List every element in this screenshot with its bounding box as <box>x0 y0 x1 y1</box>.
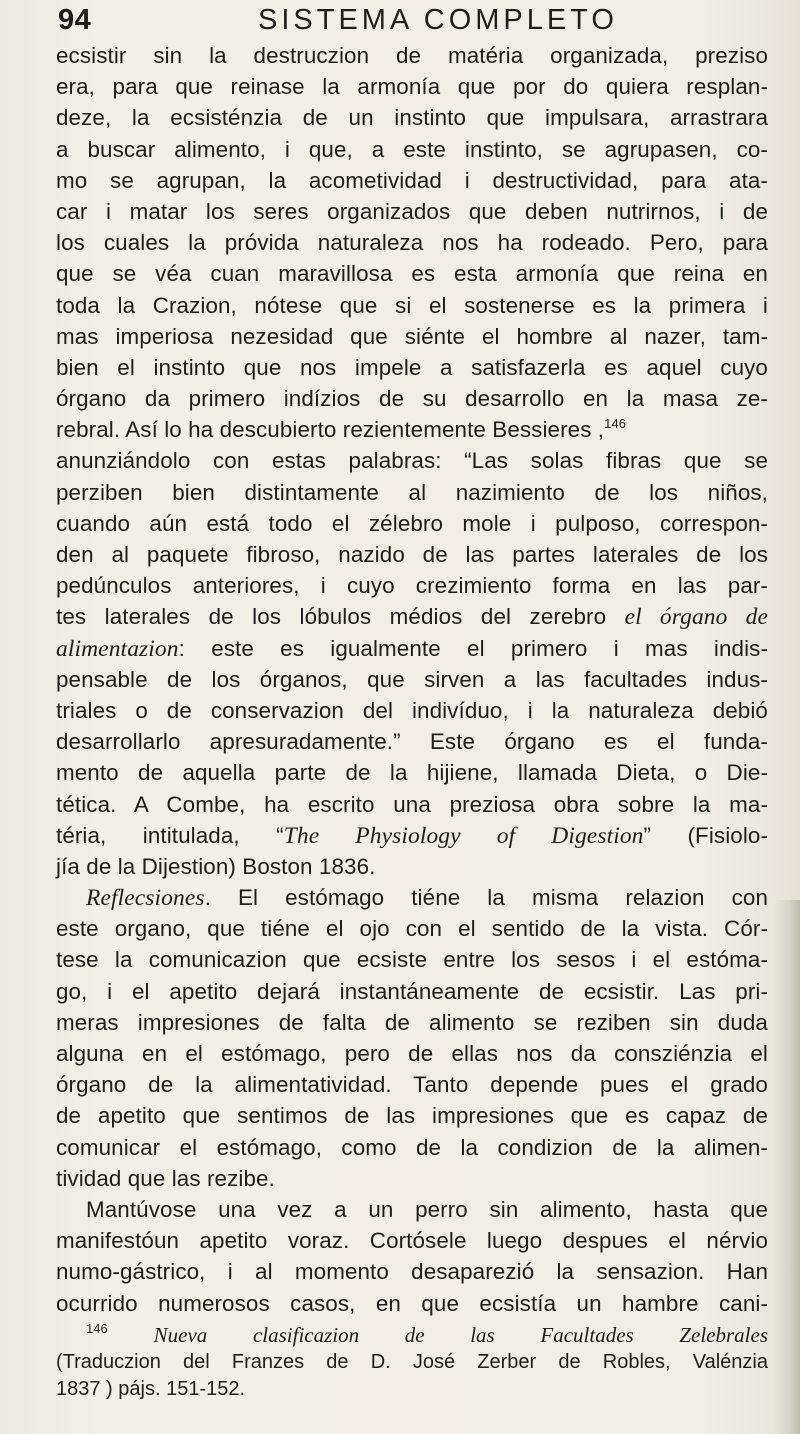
text-line-mixed <box>56 601 768 632</box>
main-text <box>56 40 768 1319</box>
text-line: go, i el apetito dejará instantáneamente de ecsistir. Las pri- <box>56 978 768 1004</box>
text-line-mixed <box>56 882 768 913</box>
footnote-line: 1837 ) pájs. 151-152. <box>56 1378 246 1400</box>
text-segment: téria, intitulada, “ <box>56 822 284 848</box>
text-line-mixed <box>56 633 768 664</box>
footnote <box>56 1322 768 1403</box>
footnote-line <box>56 1322 768 1349</box>
text-line: triales o de conservazion del indivíduo, i la naturaleza debió <box>56 697 768 723</box>
footnote-title: Nueva clasificazion de las Facultades Zelebrales <box>153 1323 768 1347</box>
text-line: de apetito que sentimos de las impresiones que es capaz de <box>56 1103 768 1129</box>
text-line: órgano de la alimentatividad. Tanto depende pues el grado <box>56 1072 768 1098</box>
footnote-number: 146 <box>86 1321 108 1336</box>
text-line: perziben bien distintamente al nazimiento de los niños, <box>56 479 768 505</box>
text-segment: rebral. Así lo ha descubierto rezientemente Bessieres , <box>56 417 605 443</box>
text-line: este organo, que tiéne el ojo con el sentido de la vista. Cór- <box>56 916 768 942</box>
footnote-line: (Traduczion del Franzes de D. José Zerber de Robles, Valénzia <box>56 1351 768 1373</box>
text-line: numo-gástrico, i al momento desaparezió la sensazion. Han <box>56 1259 768 1285</box>
text-line: órgano da primero indízios de su desarrollo en la masa ze- <box>56 386 768 412</box>
text-line: anunziándolo con estas palabras: “Las solas fibras que se <box>56 448 768 474</box>
text-segment: ” (Fisiolo- <box>643 822 769 848</box>
text-line: tética. A Combe, ha escrito una preziosa obra sobre la ma- <box>56 791 768 817</box>
text-line: pedúnculos anteriores, i cuyo crezimiento forma en las par- <box>56 573 768 599</box>
text-line: ocurrido numerosos casos, en que ecsistía un hambre cani- <box>56 1290 768 1316</box>
text-line: meras impresiones de falta de alimento se reziben sin duda <box>56 1009 768 1035</box>
text-line: car i matar los seres organizados que deben nutrirnos, i de <box>56 198 768 224</box>
page-number: 94 <box>58 4 92 36</box>
text-line: mo se agrupan, la acometividad i destructividad, para ata- <box>56 167 768 193</box>
page-edge-shadow <box>774 900 800 1434</box>
text-line: los cuales la próvida naturaleza nos ha rodeado. Pero, para <box>56 230 768 256</box>
text-line: era, para que reinase la armonía que por do quiera resplan- <box>56 74 768 100</box>
text-line-mixed <box>56 820 768 851</box>
text-line: tese la comunicazion que ecsiste entre los sesos i el estóma- <box>56 947 768 973</box>
italic-phrase: el órgano de <box>624 604 768 631</box>
page-header <box>58 4 768 44</box>
text-segment: tes laterales de los lóbulos médios del zerebro <box>56 604 625 630</box>
text-line: que se véa cuan maravillosa es esta armonía que reina en <box>56 261 768 287</box>
text-line: deze, la ecsisténzia de un instinto que impulsara, arrastrara <box>56 105 768 131</box>
running-title: SISTEMA COMPLETO <box>258 4 618 36</box>
text-line: ecsistir sin la destruczion de matéria organizada, preziso <box>56 43 768 68</box>
footnote-reference: 146 <box>604 416 627 432</box>
text-line: a buscar alimento, i que, a este instinto, se agrupasen, co- <box>56 136 768 162</box>
text-line: manifestóun apetito voraz. Cortósele luego despues el nérvio <box>56 1228 768 1254</box>
text-line: alguna en el estómago, pero de ellas nos da consziénzia el <box>56 1041 768 1066</box>
text-line: mento de aquella parte de la hijiene, llamada Dieta, o Die- <box>56 760 768 786</box>
italic-phrase: alimentazion <box>56 635 179 662</box>
text-line: toda la Crazion, nótese que si el sostenerse es la primera i <box>56 292 768 318</box>
text-segment: : este es igualmente el primero i mas indis- <box>178 635 768 661</box>
text-line: mas imperiosa nezesidad que siénte el hombre al nazer, tam- <box>56 323 768 349</box>
text-segment: . El estómago tiéne la misma relazion con <box>204 885 768 911</box>
text-line: desarrollarlo apresuradamente.” Este órgano es el funda- <box>56 729 768 755</box>
text-line: jía de la Dijestion) Boston 1836. <box>56 853 376 879</box>
text-line: comunicar el estómago, como de la condizion de la alimen- <box>56 1134 768 1160</box>
text-line: cuando aún está todo el zélebro mole i pulposo, correspon- <box>56 510 768 536</box>
section-heading: Reflecsiones <box>86 885 205 912</box>
text-line: Mantúvose una vez a un perro sin alimento, hasta que <box>86 1196 768 1222</box>
text-line: den al paquete fibroso, nazido de las partes laterales de los <box>56 542 768 567</box>
text-line-with-note <box>56 414 768 445</box>
text-line: bien el instinto que nos impele a satisfazerla es aquel cuyo <box>56 354 768 380</box>
book-title: The Physiology of Digestion <box>283 822 644 849</box>
text-line: pensable de los órganos, que sirven a las facultades indus- <box>56 666 768 692</box>
text-line: tividad que las rezibe. <box>56 1165 275 1191</box>
